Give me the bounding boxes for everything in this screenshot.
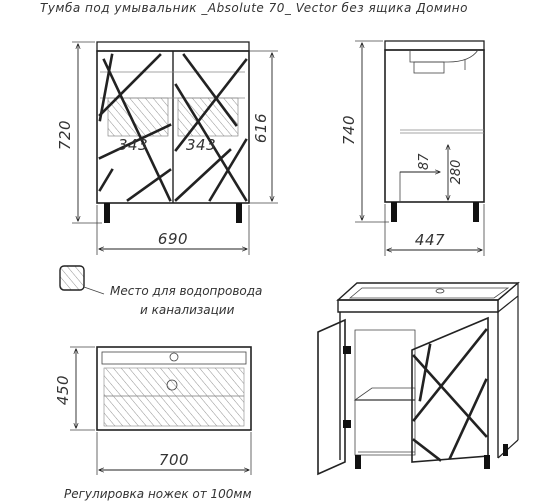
legend-line-2: и канализации xyxy=(140,303,235,317)
top-depth: 450 xyxy=(54,374,72,406)
door-left-width: 343 xyxy=(118,136,149,154)
front-width: 690 xyxy=(157,230,189,248)
door-right-width: 343 xyxy=(186,136,217,154)
front-height-total: 720 xyxy=(56,119,74,151)
plumbing-area-swatch xyxy=(60,266,84,290)
side-countertop xyxy=(385,41,484,50)
side-depth: 447 xyxy=(414,231,446,249)
iso-door-left xyxy=(318,320,345,474)
top-width: 700 xyxy=(158,451,190,469)
faucet-hole xyxy=(170,353,178,361)
side-view xyxy=(340,41,484,256)
basin-drain xyxy=(414,62,444,73)
leg-side-back xyxy=(473,202,479,222)
side-height-total: 740 xyxy=(340,114,358,146)
drawing-title: Тумба под умывальник _Absolute 70_ Vector без ящика Домино xyxy=(40,1,468,15)
iso-door-right xyxy=(412,318,488,462)
side-height-cutout: 280 xyxy=(449,159,464,185)
iso-countertop-front xyxy=(338,300,498,312)
iso-door-right-pattern xyxy=(414,330,486,460)
front-view xyxy=(56,42,278,255)
top-view xyxy=(54,347,251,475)
basin-profile xyxy=(410,50,478,62)
isometric-view xyxy=(318,283,518,474)
legend xyxy=(60,266,262,317)
side-depth-cutout: 87 xyxy=(417,153,432,170)
legend-line-1: Место для водопровода xyxy=(110,284,263,298)
plumbing-cutout xyxy=(400,172,438,202)
front-countertop xyxy=(97,42,249,51)
leg-side-front xyxy=(391,202,397,222)
leg-front-right xyxy=(236,203,242,223)
iso-basin-top xyxy=(338,283,518,300)
front-height-body: 616 xyxy=(252,112,270,144)
leg-adjust-note: Регулировка ножек от 100мм xyxy=(64,487,252,501)
leg-front-left xyxy=(104,203,110,223)
